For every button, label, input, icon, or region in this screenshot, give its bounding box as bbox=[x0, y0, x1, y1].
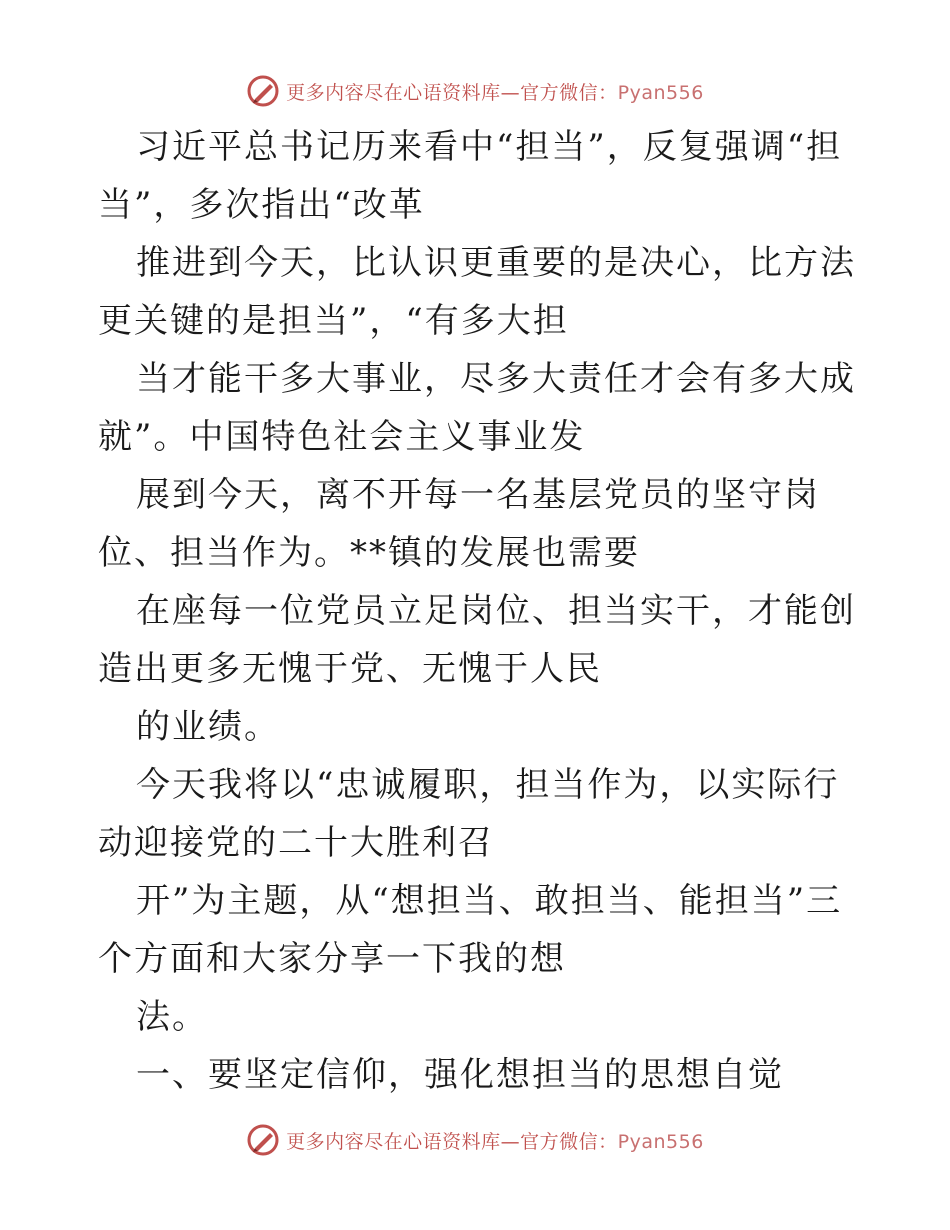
watermark-text: 更多内容尽在心语资料库—官方微信：Pyan556 bbox=[286, 1130, 704, 1153]
pen-logo-icon bbox=[246, 74, 280, 108]
header-watermark bbox=[0, 71, 950, 111]
paragraph: 展到今天，离不开每一名基层党员的坚守岗位、担当作为。**镇的发展也需要 bbox=[98, 475, 820, 573]
footer-watermark bbox=[0, 1120, 950, 1160]
paragraph: 今天我将以“忠诚履职，担当作为，以实际行动迎接党的二十大胜利召 bbox=[98, 765, 840, 863]
paragraph: 的业绩。 bbox=[136, 707, 280, 747]
paragraph: 在座每一位党员立足岗位、担当实干，才能创造出更多无愧于党、无愧于人民 bbox=[98, 591, 856, 689]
watermark-text: 更多内容尽在心语资料库—官方微信：Pyan556 bbox=[286, 81, 704, 104]
paragraph: 当才能干多大事业，尽多大责任才会有多大成就”。中国特色社会主义事业发 bbox=[98, 359, 856, 457]
paragraph: 习近平总书记历来看中“担当”，反复强调“担当”，多次指出“改革 bbox=[98, 127, 843, 225]
pen-logo-icon bbox=[246, 1123, 280, 1157]
paragraph: 开”为主题，从“想担当、敢担当、能担当”三个方面和大家分享一下我的想 bbox=[98, 881, 843, 979]
paragraph: 推进到今天，比认识更重要的是决心，比方法更关键的是担当”，“有多大担 bbox=[98, 243, 856, 341]
section-heading: 一、要坚定信仰，强化想担当的思想自觉 bbox=[136, 1055, 784, 1095]
document-body bbox=[98, 118, 858, 1104]
paragraph: 法。 bbox=[136, 997, 208, 1037]
